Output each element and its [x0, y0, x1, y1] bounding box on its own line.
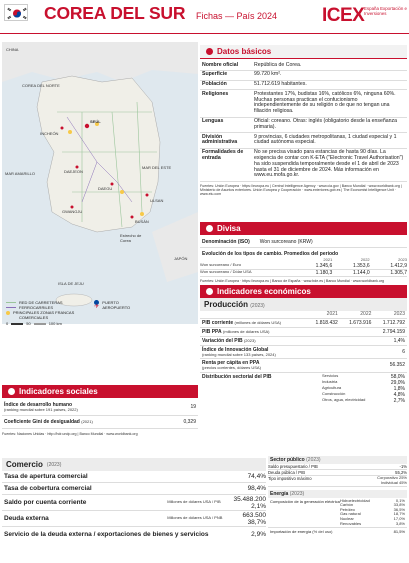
- variacion-label: Variación del PIB: [202, 337, 243, 344]
- produccion-table: [200, 311, 407, 373]
- flag: [4, 4, 28, 21]
- pib-ppa-label: PIB PPA: [202, 328, 222, 335]
- datos-basicos-value: 9 provincias, 6 ciudades metropolitanas, 1 ciudad especial y 1 ciudad autónoma especial.: [252, 133, 407, 149]
- map-legend: [6, 300, 196, 326]
- distribucion-value: 1,8%: [393, 385, 405, 392]
- pib-corriente-2022: 1.673.916: [340, 318, 374, 327]
- servicio-deuda-value: 2,9%: [251, 531, 266, 538]
- datos-basicos-value: No se precisa visado para estancias de hasta 90 días. La exigencia de contar con K-ETA ("Electronic Travel Authorisation") ha sido suspendida temporalmente desde el 1 de abril de 2023 hasta el 31 de diciembre de 2024. Más información en www.eu.mofa.go.kr.: [252, 148, 407, 181]
- comercio-year: (2023): [46, 461, 62, 468]
- page-subtitle: Fichas — País 2024: [196, 11, 278, 21]
- legend-commercial: COMERCIALES: [19, 315, 49, 320]
- energia-value: 18,7%: [393, 511, 405, 517]
- divisa-evol-title: Evolución de los tipos de cambio. Promedios del periodo: [202, 251, 339, 257]
- datos-basicos-label: Nombre oficial: [200, 61, 252, 70]
- map-label-north: COREA DEL NORTE: [22, 83, 60, 88]
- sector-publico-title: Sector público: [270, 457, 305, 463]
- deuda-publica-label: Deuda pública / PIB: [268, 470, 306, 475]
- distribucion-sector: Agricultura: [322, 385, 342, 391]
- deuda-publica-value: 55,2%: [395, 470, 407, 475]
- map-label-east-sea: MAR DEL ESTE: [142, 165, 172, 170]
- divisa-cell: 1.345,6: [315, 262, 333, 269]
- table-row: [200, 70, 407, 80]
- impositivo-corp-value: 25%: [398, 475, 407, 481]
- divisa-label: Denominación (ISO): [202, 239, 250, 245]
- rail-line-icon: [6, 307, 16, 308]
- scale-bar: [11, 323, 23, 325]
- import-value: 81,5%: [393, 529, 405, 535]
- table-row: [200, 90, 407, 117]
- divisa-cell: 1.144,0: [352, 269, 370, 276]
- datos-basicos-value: República de Corea.: [252, 61, 407, 70]
- ind-sociales-header: [2, 385, 198, 398]
- produccion-title: Producción: [204, 300, 249, 309]
- import-label: Importación de energía: [270, 529, 312, 535]
- gini-note: (2021): [81, 418, 93, 424]
- table-row: [2, 400, 198, 415]
- datos-basicos-title: Datos básicos: [217, 47, 272, 56]
- table-row: [2, 511, 266, 527]
- saldo-value: 35.488.200: [233, 495, 266, 503]
- table-row: [200, 117, 407, 133]
- legend-free-zones: PRINCIPALES ZONAS FRANCAS: [13, 310, 75, 315]
- energia-value: 17,0%: [393, 515, 405, 521]
- prod-year: 2023: [373, 311, 407, 318]
- comercio-title: Comercio: [6, 460, 43, 469]
- energia-source: Gas natural: [340, 511, 361, 517]
- table-row: [2, 495, 266, 511]
- produccion-year: (2023): [250, 303, 265, 309]
- currency-icon: [206, 225, 213, 232]
- energia-comp-label: Composición de la generación eléctrica: [270, 498, 340, 504]
- divisa-year-2023: 2023: [398, 257, 407, 262]
- energia-source: Nuclear: [340, 515, 354, 521]
- distribucion-value: 29,0%: [390, 379, 405, 386]
- scale-50: 50: [26, 321, 31, 326]
- table-row: [200, 148, 407, 181]
- saldo-unit: Millones de dólares USA / PIB: [167, 499, 221, 505]
- legend-port: PUERTO: [102, 300, 119, 305]
- cobertura-value: 98,4%: [247, 485, 266, 492]
- renta-unit: (precios corrientes, dólares USA): [202, 365, 261, 371]
- scale-100: 100 km: [48, 321, 62, 326]
- indicadores-sociales-section: [2, 385, 198, 436]
- deuda-value: 663.500: [242, 511, 266, 519]
- map-label-china: CHINA: [6, 47, 19, 52]
- distribucion-sector: Industria: [322, 379, 338, 385]
- table-row: [200, 359, 407, 373]
- pib-ppa-value: 2.794.159: [373, 327, 407, 336]
- pib-corriente-label: PIB corriente: [202, 319, 234, 326]
- table-row: [2, 415, 198, 428]
- map-label-yellow-sea: MAR AMARILLO: [5, 171, 36, 176]
- ind-sociales-table: [2, 400, 198, 429]
- table-row: [200, 318, 407, 327]
- prod-year: 2021: [306, 311, 340, 318]
- table-row: [340, 522, 405, 527]
- divisa-cell: 1.353,6: [352, 262, 370, 269]
- table-row: [200, 80, 407, 90]
- energia-year: (2023): [289, 490, 305, 497]
- datos-basicos-table: [200, 61, 407, 182]
- icex-tagline: España Exportación e Inversiones: [364, 6, 407, 16]
- pib-ppa-unit: (millones de dólares USA): [223, 328, 270, 334]
- table-row: [200, 336, 407, 345]
- idh-label: Índice de desarrollo humano: [4, 402, 73, 408]
- city-daegu: DAEGU: [98, 186, 113, 191]
- info-icon: [206, 48, 213, 55]
- table-row: [322, 398, 405, 404]
- table-row: [200, 269, 407, 276]
- impositivo-label: Tipo impositivo máximo: [268, 476, 312, 481]
- datos-basicos-value: 51.712.619 habitantes.: [252, 80, 407, 90]
- icex-logo: ICEX: [322, 5, 365, 26]
- legend-rail: FERROCARRILES: [19, 305, 54, 310]
- deuda-label: Deuda externa: [4, 515, 49, 522]
- city-gwangju: GWANGJU: [62, 209, 83, 214]
- divisa-value: Won surcoreano (KRW): [259, 239, 313, 245]
- sector-publico-table: [268, 464, 407, 487]
- renta-value: 56.352: [373, 359, 407, 373]
- comercio-table: [2, 471, 266, 542]
- distribucion-table: [322, 374, 405, 404]
- city-daejeon: DAEJEON: [64, 169, 83, 174]
- map-scale: [6, 321, 196, 326]
- map-label-strait: Estrecho de Corea: [120, 233, 142, 243]
- energia-source: Petróleo: [340, 506, 355, 512]
- sector-publico-year: (2023): [306, 457, 321, 463]
- divisa-row-label: Won surcoreano / Euro: [200, 262, 242, 268]
- sector-publico-header: [268, 456, 407, 464]
- saldo-pib: 2,1%: [251, 502, 266, 510]
- table-row: [200, 327, 407, 336]
- free-zone-icon: [6, 311, 10, 315]
- table-row: [200, 345, 407, 359]
- innovacion-label: Índice de Innovación Global: [202, 346, 269, 353]
- datos-basicos-sources: Fuentes: Unión Europea · https://europa.eu | Central Intelligence Agency · www.cia.gov | Banco Mundial · www.worldbank.org | Ministerio de Asuntos exteriores. Unión Europea y Cooperación · www.exteriores.gob.es | The Economist Intelligence Unit · www.eiu.com: [200, 183, 402, 197]
- datos-basicos-label: Lenguas: [200, 117, 252, 133]
- energia-value: 0,1%: [395, 497, 405, 503]
- energia-import-row: [268, 527, 407, 536]
- pib-corriente-unit: (millones de dólares USA): [234, 319, 281, 325]
- scale-0: 0: [6, 321, 9, 326]
- divisa-year-2022: 2022: [360, 257, 370, 262]
- energia-source: Renovables: [340, 520, 362, 526]
- distribucion-sector: Construcción: [322, 391, 346, 397]
- map-panel: [2, 42, 198, 324]
- divisa-header: [200, 222, 407, 235]
- divisa-title: Divisa: [217, 224, 241, 233]
- distribucion-sector: Otros, agua, electricidad: [322, 397, 366, 403]
- distribucion-value: 4,8%: [393, 391, 405, 398]
- energia-table: [340, 499, 405, 527]
- divisa-sources: Fuentes: Unión Europea · https://europa.eu | Banco de España · www.bde.es | Banco Mundial · www.worldbank.org: [200, 278, 385, 283]
- ind-sociales-sources: Fuentes: Naciones Unidas · http://hdr.undp.org | Banco Mundial · www.worldbank.org: [2, 431, 138, 436]
- produccion-header: [200, 298, 407, 311]
- distribucion-label: Distribución sectorial del PIB: [202, 373, 272, 380]
- gini-label: Coeficiente Gini de desigualdad: [4, 418, 80, 425]
- impositivo-ind-label: Individual: [380, 480, 398, 485]
- korea-flag-icon: [5, 5, 29, 22]
- distribucion-value: 58,0%: [390, 373, 405, 380]
- variacion-unit: (2023): [243, 337, 256, 343]
- people-icon: [8, 388, 15, 395]
- apertura-label: Tasa de apertura comercial: [4, 473, 88, 480]
- pib-corriente-2023: 1.712.792: [373, 318, 407, 327]
- divisa-section: [200, 222, 407, 283]
- map-label-japan: JAPÓN: [174, 256, 188, 261]
- divisa-cell: 1.412,9: [390, 262, 407, 269]
- saldo-label: Saldo por cuenta corriente: [4, 499, 87, 506]
- comercio-header: [2, 458, 266, 471]
- chart-icon: [206, 288, 213, 295]
- import-unit: (% del uso): [312, 529, 333, 535]
- city-seoul: SEÚL: [90, 119, 101, 124]
- datos-basicos-label: División administrativa: [200, 133, 252, 149]
- page-title: COREA DEL SUR: [44, 3, 186, 23]
- indicadores-economicos-section: [200, 285, 407, 405]
- datos-basicos-section: [200, 45, 407, 196]
- pib-corriente-2021: 1.818.432: [306, 318, 340, 327]
- cobertura-label: Tasa de cobertura comercial: [4, 485, 92, 492]
- legend-roads: RED DE CARRETERAS: [19, 300, 63, 305]
- saldo-presupuestario-label: Saldo presupuestario / PIB: [268, 464, 318, 469]
- datos-basicos-value: Oficial: coreano. Otras: inglés (obligatorio desde la enseñanza primaria).: [252, 117, 407, 133]
- indicadores-economicos-header: [200, 285, 407, 298]
- energia-source: Carbón: [340, 502, 354, 508]
- city-ulsan: ULSAN: [150, 198, 164, 203]
- gini-value: 0,329: [178, 415, 198, 428]
- energia-value: 36,5%: [393, 506, 405, 512]
- prod-year: 2022: [340, 311, 374, 318]
- scale-bar-2: [34, 323, 46, 325]
- table-row: [2, 527, 266, 543]
- divisa-row-label: Won surcoreano / Dólar USA: [200, 269, 252, 275]
- energia-header: [268, 490, 407, 498]
- datos-basicos-header: [200, 45, 407, 59]
- deuda-unit: Millones de dólares USA / PNB: [167, 515, 223, 521]
- innovacion-unit: (ranking mundial sobre 133 países, 2024): [202, 351, 276, 357]
- datos-basicos-label: Formalidades de entrada: [200, 148, 252, 181]
- apertura-value: 74,4%: [247, 473, 266, 480]
- divisa-cell: 1.180,3: [315, 269, 333, 276]
- road-line-icon: [6, 302, 16, 303]
- table-row: [200, 133, 407, 149]
- table-row: [200, 61, 407, 70]
- city-busan: BUSÁN: [135, 219, 149, 224]
- datos-basicos-label: Población: [200, 80, 252, 90]
- airport-icon: ✈: [94, 304, 100, 310]
- distribucion-row: [200, 373, 407, 405]
- datos-basicos-label: Religiones: [200, 90, 252, 117]
- datos-basicos-label: Superficie: [200, 70, 252, 80]
- divisa-cell: 1.305,7: [390, 269, 407, 276]
- energia-value: 3,8%: [395, 520, 405, 526]
- distribucion-sector: Servicios: [322, 373, 339, 379]
- city-incheon: INCHEÓN: [40, 131, 59, 136]
- saldo-presupuestario-value: -1%: [399, 464, 407, 469]
- impositivo-ind-value: 45%: [398, 480, 407, 485]
- ind-econ-title: Indicadores económicos: [217, 287, 311, 296]
- energia-value: 33,8%: [393, 502, 405, 508]
- energia-comp-row: [268, 498, 407, 528]
- servicio-deuda-label: Servicio de la deuda externa / exportaciones de bienes y servicios: [4, 531, 209, 538]
- datos-basicos-value: Protestantes 17%, budistas 16%, católicos 6%, ninguna 60%. Muchas personas practican el confucionismo independientemente de su religión o de que no tengan una filiación religiosa.: [252, 90, 407, 117]
- comercio-section: [2, 458, 266, 542]
- variacion-value: 1,4%: [373, 336, 407, 345]
- ind-sociales-title: Indicadores sociales: [19, 387, 98, 396]
- deuda-pnb: 38,7%: [247, 518, 266, 526]
- innovacion-value: 6: [373, 345, 407, 359]
- datos-basicos-value: 99.720 km².: [252, 70, 407, 80]
- header-divider: [0, 33, 409, 34]
- energia-source: Hidroelectricidad: [340, 497, 370, 503]
- idh-value: 19: [178, 400, 198, 415]
- sector-publico-section: [268, 456, 407, 536]
- renta-label: Renta per cápita en PPA: [202, 360, 260, 367]
- table-row: [268, 481, 407, 486]
- divisa-year-2021-col: 2021: [323, 257, 333, 262]
- idh-note: (ranking mundial sobre 191 países, 2022): [4, 407, 78, 412]
- divisa-table: [200, 258, 407, 277]
- map-label-jeju: ISLA DE JEJU: [58, 281, 84, 286]
- energia-title: Energía: [270, 490, 289, 497]
- table-row: [2, 471, 266, 483]
- distribucion-value: 2,7%: [393, 397, 405, 404]
- legend-airport: AEROPUERTO: [102, 305, 131, 310]
- table-row: [2, 483, 266, 495]
- impositivo-corp-label: Corporativo: [377, 475, 398, 481]
